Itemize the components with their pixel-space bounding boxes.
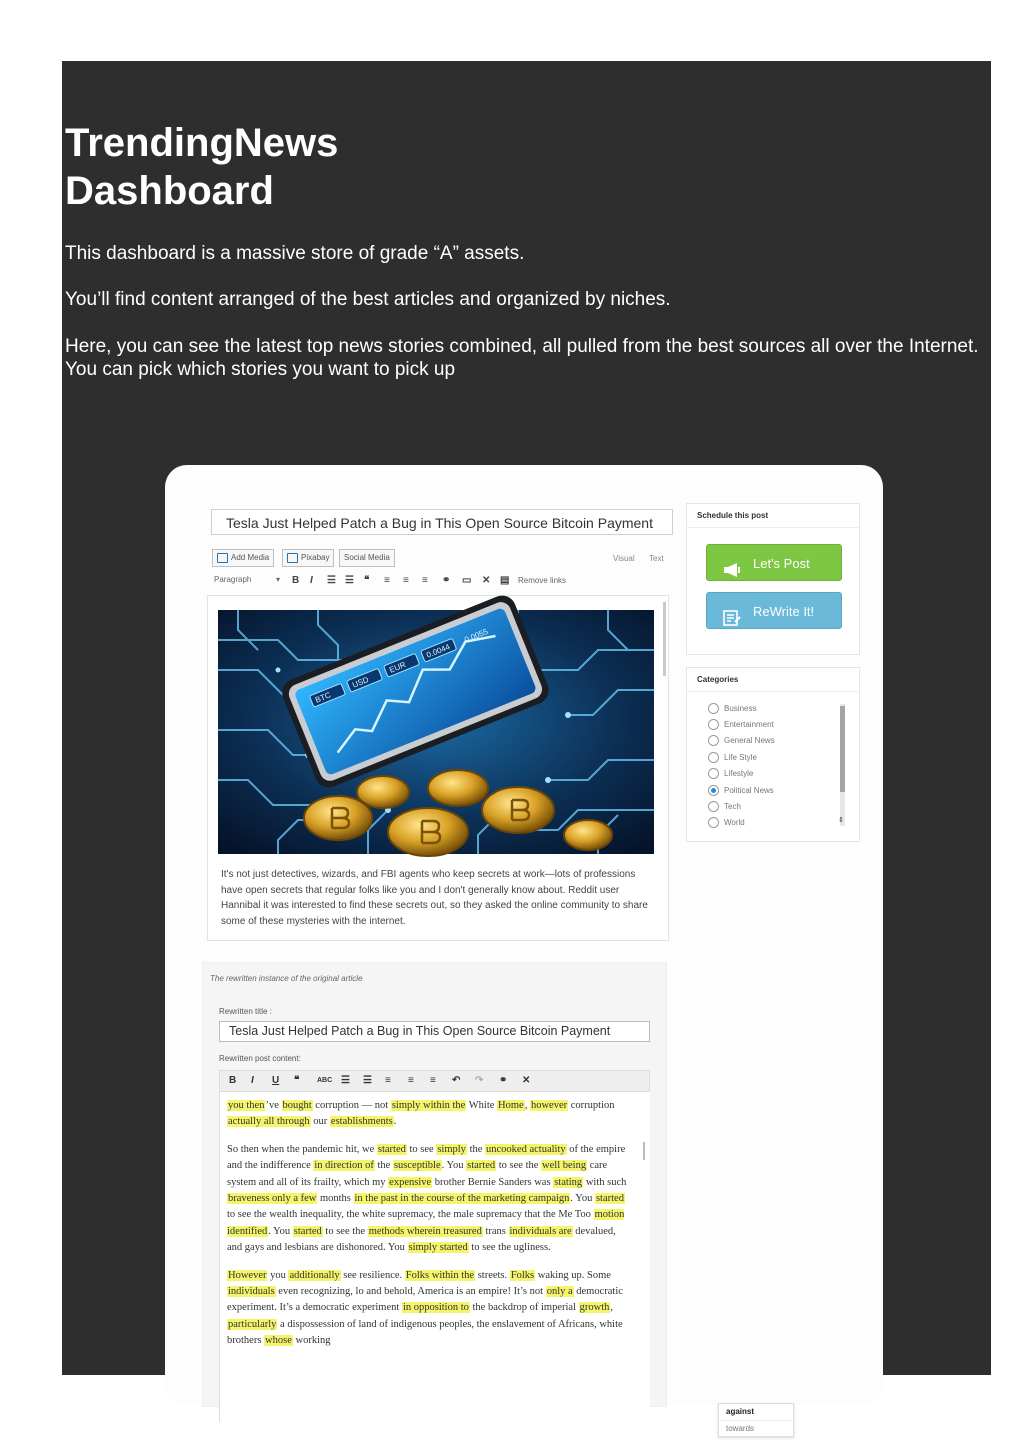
dark-panel [62,61,991,1433]
rewritten-text: see resilience. [340,1269,405,1281]
rewritten-word-highlight[interactable]: individuals [228,1286,275,1298]
rewritten-word-highlight[interactable]: whose [265,1335,292,1347]
rewritten-caption: The rewritten instance of the original article [210,974,363,983]
rewritten-word-highlight[interactable]: you then [228,1100,265,1111]
italic-icon[interactable]: I [310,575,313,586]
align-left-icon[interactable]: ≡ [384,575,390,586]
intro-paragraph: This dashboard is a massive store of grade “A” assets. [65,243,525,264]
rewritten-text: White [466,1100,498,1111]
strikethrough-icon[interactable]: ABC [317,1077,333,1084]
rewritten-word-highlight[interactable]: started [467,1160,496,1172]
rewritten-content-editor[interactable] [219,1092,650,1422]
rewritten-editor-toolbar [219,1070,650,1092]
fullscreen-icon[interactable]: ✕ [482,575,491,586]
chevron-down-icon: ▾ [276,575,281,584]
align-right-icon[interactable]: ≡ [430,1075,436,1086]
link-icon[interactable]: ⚭ [442,575,451,586]
align-center-icon[interactable]: ≡ [403,575,409,586]
rewritten-word-highlight[interactable]: actually all through [228,1116,310,1128]
bullet-list-icon[interactable]: ☰ [327,575,336,586]
schedule-heading: Schedule this post [687,504,859,528]
rewritten-title-label: Rewritten title : [219,1007,272,1016]
rewritten-word-highlight[interactable]: uncooked actuality [486,1143,566,1155]
rewritten-text: to see the [496,1160,542,1172]
rewritten-word-highlight[interactable]: Home [498,1100,524,1111]
radio-button[interactable] [708,703,719,714]
synonym-suggestion-popup[interactable] [718,1403,794,1437]
screen-label: BTC [313,690,333,705]
rewritten-paragraph [227,1098,632,1131]
suggestion-current[interactable]: against [726,1407,755,1416]
rewritten-word-highlight[interactable]: establishments [330,1116,393,1128]
undo-icon[interactable]: ↶ [452,1075,461,1086]
tab-text[interactable]: Text [649,554,664,563]
rewritten-text: to see the [322,1225,368,1237]
link-icon[interactable]: ⚭ [499,1075,508,1086]
underline-icon[interactable]: U [272,1075,280,1086]
rewritten-text: corruption [568,1100,615,1111]
categories-heading: Categories [687,668,859,692]
rewritten-word-highlight[interactable]: Folks [510,1269,535,1281]
rewritten-word-highlight[interactable]: bought [282,1100,312,1111]
dashboard-screenshot-card [165,465,883,1433]
post-excerpt: It's not just detectives, wizards, and FBI agents who keep secrets at work—lots of professions have open secrets that regular folks like you and I don't generally know about. Reddit user Hannibal it was interested to find these secrets out, so they asked the online community to share some of these mysteries with the internet. [221,869,648,927]
rewritten-section [202,962,667,1407]
radio-button[interactable] [708,817,719,828]
rewritten-text: corruption — not [312,1100,391,1111]
rewritten-word-highlight[interactable]: susceptible [393,1160,441,1172]
rewritten-text: months [317,1193,354,1205]
radio-button[interactable] [708,719,719,730]
rewritten-text: trans [482,1225,509,1237]
scrollbar[interactable] [663,602,666,676]
rewritten-word-highlight[interactable]: additionally [289,1269,340,1281]
categories-panel [686,667,860,842]
rewritten-text: the [374,1160,393,1172]
rewritten-text: of the empire and the indifference [227,1143,626,1172]
rewritten-text: working [292,1335,331,1347]
rewritten-word-highlight[interactable]: in direction of [314,1160,374,1172]
scrollbar-thumb[interactable] [840,706,845,792]
rewritten-text: democratic experiment. It’s a democratic experiment [227,1286,623,1314]
rewritten-word-highlight[interactable]: stating [554,1176,583,1188]
remove-links-icon[interactable]: ▤ [500,575,510,586]
rewritten-text: you [267,1269,289,1281]
bitcoin-phone-image [218,610,654,854]
suggestion-alternative[interactable]: towards [726,1424,755,1433]
rewritten-text: to see the ugliness. [468,1242,551,1254]
rewritten-text: with such [583,1176,627,1188]
rewritten-text: , [524,1100,530,1111]
rewritten-text: the [466,1143,486,1155]
rewritten-text: to see [406,1143,437,1155]
rewritten-text: devalued, and gays and lesbians are dishonored. You [227,1225,616,1254]
rewritten-word-highlight[interactable]: simply started [408,1242,468,1254]
screen-label: 0.0044 [425,642,452,660]
rewritten-text: a dispossession of land of indigenous peoples, the enslavement of Africans, white brothers [227,1318,623,1347]
page-title: TrendingNews Dashboard [65,121,339,213]
rewritten-word-highlight[interactable]: only a [546,1286,573,1298]
rewritten-word-highlight[interactable]: Folks within the [405,1269,475,1281]
rewritten-text: our [310,1116,330,1128]
rewritten-title-input[interactable]: Tesla Just Helped Patch a Bug in This Open Source Bitcoin Payment [219,1021,650,1042]
rewritten-word-highlight[interactable]: expensive [389,1176,432,1188]
lets-post-button[interactable]: Let's Post [706,544,842,581]
rewritten-paragraph [227,1268,632,1350]
bullet-list-icon[interactable]: ☰ [341,1075,350,1086]
pixabay-button[interactable]: Pixabay [282,549,334,567]
rewritten-word-highlight[interactable]: started [595,1193,624,1205]
blockquote-icon[interactable]: ❝ [364,575,370,586]
document-edit-icon [723,603,741,619]
rewritten-word-highlight[interactable]: in the past in the course of the marketing campaign [354,1193,570,1205]
rewritten-text: . [393,1116,397,1128]
rewritten-word-highlight[interactable]: in opposition to [402,1302,469,1314]
numbered-list-icon[interactable]: ☰ [345,575,354,586]
rewritten-word-highlight[interactable]: simply within the [391,1100,466,1111]
rewritten-word-highlight[interactable]: however [530,1100,568,1111]
rewritten-text: ’ve [265,1100,282,1111]
format-select[interactable]: Paragraph ▾ [214,575,281,584]
rewritten-text: . You [441,1160,467,1172]
rewritten-word-highlight[interactable]: particularly [228,1318,277,1330]
rewritten-text: brother Bernie Sanders was [432,1176,554,1188]
schedule-panel [686,503,860,655]
rewritten-content [227,1098,632,1361]
rewritten-text: waking up. Some [535,1269,611,1281]
align-right-icon[interactable]: ≡ [422,575,428,586]
scroll-arrows-icon[interactable]: ⇕ [838,817,844,824]
rewritten-word-highlight[interactable]: started [377,1143,406,1155]
radio-button[interactable] [708,752,719,763]
rewritten-text: . You [570,1193,595,1205]
post-title-input[interactable]: Tesla Just Helped Patch a Bug in This Open Source Bitcoin Payment [211,509,673,535]
image-icon [287,553,298,563]
numbered-list-icon[interactable]: ☰ [363,1075,372,1086]
screen-label: USD [350,675,370,690]
rewritten-text: streets. [475,1269,510,1281]
rewrite-button[interactable]: ReWrite It! [706,592,842,629]
rewritten-text: care system and all of its frailty, which my [227,1160,608,1188]
scrollbar[interactable] [643,1142,645,1160]
bold-icon[interactable]: B [292,575,300,586]
rewritten-word-highlight[interactable]: simply [437,1143,466,1155]
rewritten-text: . You [268,1225,293,1237]
rewritten-text: So then when the pandemic hit, we [227,1143,377,1155]
radio-button[interactable] [708,801,719,812]
screen-label: EUR [388,660,408,675]
rewritten-text: even recognizing, lo and behold, America is an empire! It’s not [275,1286,546,1298]
megaphone-icon [723,555,741,571]
rewritten-word-highlight[interactable]: well being [542,1160,587,1172]
rewritten-paragraph [227,1142,632,1257]
rewritten-word-highlight[interactable]: motion identified [227,1209,625,1237]
remove-links-button[interactable]: Remove links [518,576,567,585]
radio-button[interactable] [708,735,719,746]
rewritten-word-highlight[interactable]: braveness only a few [228,1193,317,1205]
post-content-editor[interactable] [207,595,669,941]
category-list: Business Entertainment General News Life Style Lifestyle Political News Tech World [697,698,849,838]
align-center-icon[interactable]: ≡ [408,1075,414,1086]
blockquote-icon[interactable]: ❝ [294,1075,300,1086]
rewritten-word-highlight[interactable]: individuals are [509,1225,572,1237]
rewritten-word-highlight[interactable]: growth [579,1302,610,1314]
social-media-button[interactable]: Social Media [339,549,395,567]
rewritten-text: the backdrop of imperial [469,1302,579,1314]
bold-icon[interactable]: B [229,1075,237,1086]
screen-label: 0.0055 [463,626,490,645]
add-media-button[interactable]: Add Media [212,549,274,567]
rewritten-text: , [610,1302,614,1314]
category-scrollbar[interactable] [838,698,847,838]
rewritten-text: to see the wealth inequality, the white supremacy, the male supremacy that the Me Too [227,1209,594,1221]
radio-button[interactable] [708,768,719,779]
rewritten-content-label: Rewritten post content: [219,1054,301,1063]
rewritten-word-highlight[interactable]: started [293,1225,322,1237]
rewritten-word-highlight[interactable]: methods wherein treasured [368,1225,482,1237]
redo-icon[interactable]: ↷ [475,1075,484,1086]
editor-toolbar [212,573,674,591]
italic-icon[interactable]: I [251,1075,254,1086]
media-icon [217,553,228,563]
intro-paragraph: Here, you can see the latest top news stories combined, all pulled from the best sources all over the Internet. You can pick which stories you want to pick up [65,336,979,380]
intro-paragraph: You’ll find content arranged of the best articles and organized by niches. [65,289,671,310]
radio-button-checked[interactable] [708,785,719,796]
tab-visual[interactable]: Visual [613,554,635,563]
align-left-icon[interactable]: ≡ [385,1075,391,1086]
read-more-icon[interactable]: ▭ [462,575,472,586]
fullscreen-icon[interactable]: ✕ [522,1075,531,1086]
rewritten-word-highlight[interactable]: However [228,1269,267,1281]
